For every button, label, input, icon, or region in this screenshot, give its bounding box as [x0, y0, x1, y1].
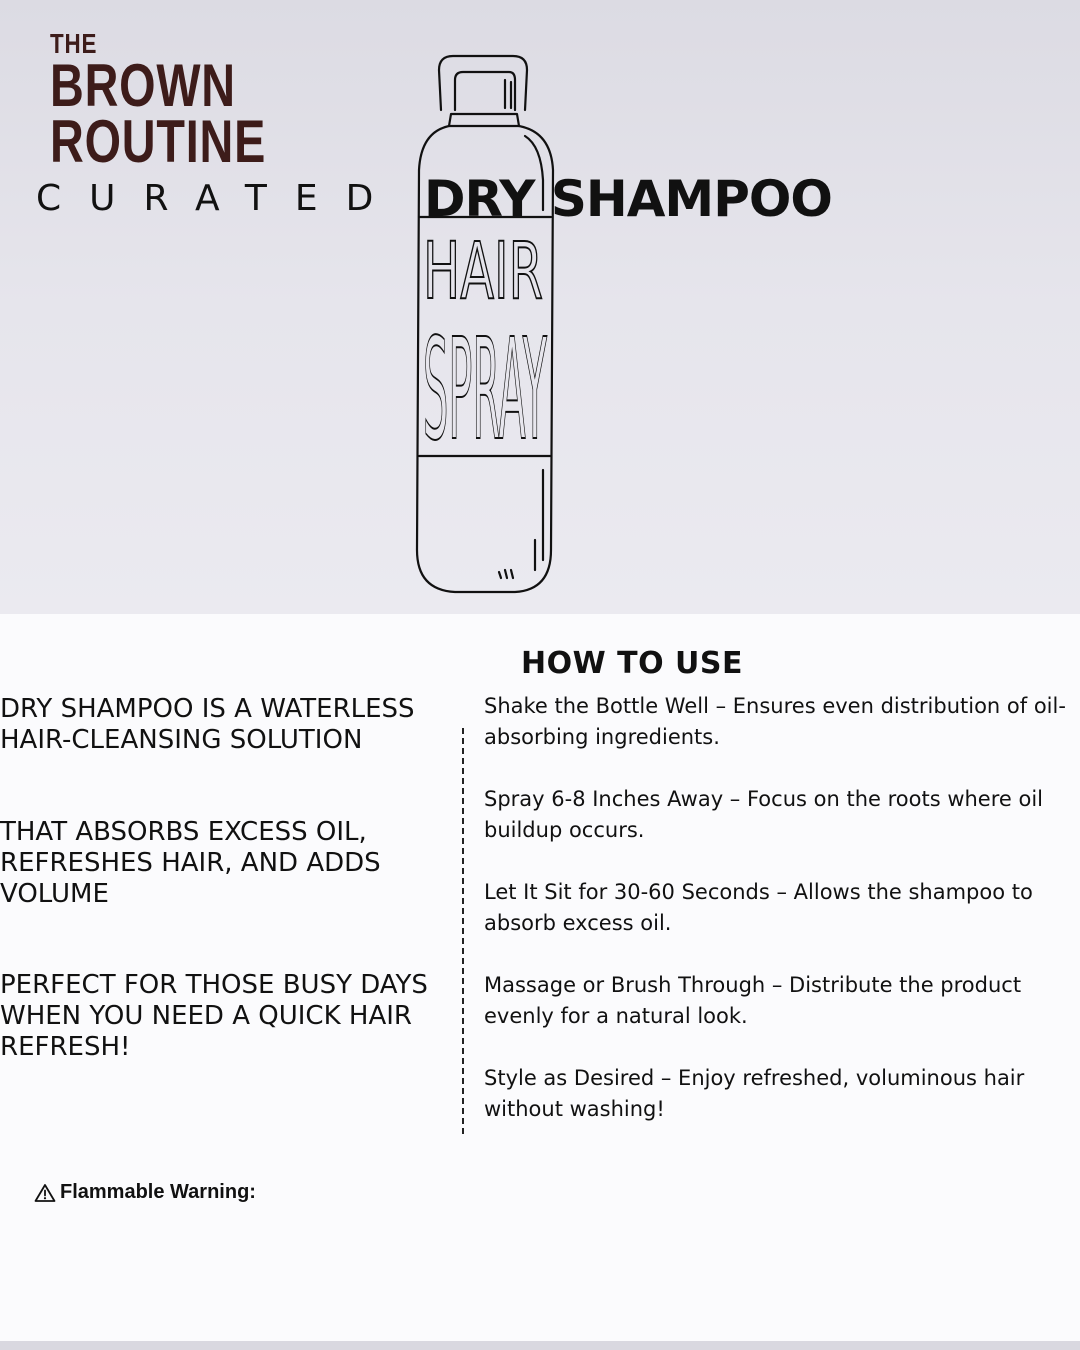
brand-line-2: BROWN: [50, 52, 236, 119]
description-paragraph: DRY SHAMPOO IS A WATERLESS HAIR-CLEANSING SOLUTION: [0, 694, 415, 755]
step-item: Let It Sit for 30-60 Seconds – Allows the shampoo to absorb excess oil.: [484, 880, 1033, 935]
description-paragraph: PERFECT FOR THOSE BUSY DAYS WHEN YOU NEED A QUICK HAIR REFRESH!: [0, 970, 428, 1062]
brand-logo: [50, 28, 327, 175]
dashed-divider: [462, 728, 464, 1134]
step-item: Spray 6-8 Inches Away – Focus on the roots where oil buildup occurs.: [484, 787, 1044, 842]
bottom-strip: [0, 1341, 1080, 1350]
description-paragraph: THAT ABSORBS EXCESS OIL, REFRESHES HAIR, AND ADDS VOLUME: [0, 817, 381, 909]
page-title: DRY SHAMPOO: [424, 170, 832, 228]
flammable-warning: [34, 1181, 256, 1204]
bottle-text-hair: HAIR: [423, 227, 543, 317]
step-item: Style as Desired – Enjoy refreshed, voluminous hair without washing!: [484, 1066, 1025, 1121]
how-to-use-heading: HOW TO USE: [521, 646, 744, 681]
warning-triangle-icon: [34, 1183, 56, 1203]
step-item: Shake the Bottle Well – Ensures even distribution of oil-absorbing ingredients.: [484, 694, 1066, 749]
brand-line-1: THE: [50, 28, 98, 59]
brand-line-3: ROUTINE: [50, 108, 267, 175]
hair-spray-bottle-icon: [405, 50, 565, 600]
step-item: Massage or Brush Through – Distribute the product evenly for a natural look.: [484, 973, 1022, 1028]
how-to-use-steps: [484, 691, 1074, 1156]
warning-label: Flammable Warning:: [60, 1181, 256, 1203]
bottle-text-spray: SPRAY: [423, 309, 548, 472]
curated-label: CURATED: [36, 178, 402, 219]
